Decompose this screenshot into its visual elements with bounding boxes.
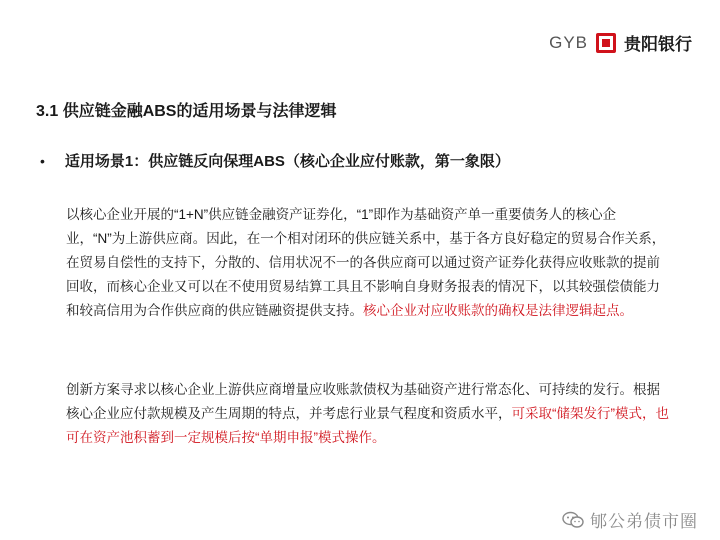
paragraph-innovation	[66, 378, 672, 450]
paragraph-2-highlight: 可采取“储架发行”模式，也可在资产池积蓄到一定规模后按“单期申报”模式操作。	[66, 406, 669, 445]
wechat-icon	[562, 511, 584, 529]
logo-bank-name: 贵阳银行	[624, 35, 692, 54]
watermark	[562, 507, 698, 532]
section-title: 3.1 供应链金融ABS的适用场景与法律逻辑	[36, 103, 337, 120]
paragraph-core-enterprise	[66, 203, 672, 323]
paragraph-2-body: 创新方案寻求以核心企业上游供应商增量应收账款债权为基础资产进行常态化、可持续的发行。根据核心企业应付款规模及产生周期的特点，并考虑行业景气程度和资质水平，	[66, 382, 660, 421]
bank-emblem-icon	[596, 33, 616, 53]
logo-letters: GYB	[549, 32, 588, 52]
paragraph-1-body: 以核心企业开展的“1+N”供应链金融资产证券化，“1”即作为基础资产单一重要债务人的核心企业，“N”为上游供应商。因此，在一个相对闭环的供应链关系中，基于各方良好稳定的贸易合作关系，在贸易自偿性的支持下，分散的、信用状况不一的各供应商可以通过资产证券化获得应收账款的提前回收，而核心企业又可以在不使用贸易结算工具且不影响自身财务报表的情况下，以其较强偿债能力和较高信用为合作供应商的供应链融资提供支持。	[66, 207, 666, 318]
bank-logo	[549, 30, 692, 55]
bullet-dot: •	[40, 152, 45, 169]
scenario-heading: 适用场景1：供应链反向保理ABS（核心企业应付账款，第一象限）	[64, 153, 510, 170]
scenario-bullet	[40, 150, 510, 171]
watermark-text: 郇公弟债市圈	[590, 512, 698, 531]
paragraph-1-highlight: 核心企业对应收账款的确权是法律逻辑起点。	[363, 303, 633, 318]
